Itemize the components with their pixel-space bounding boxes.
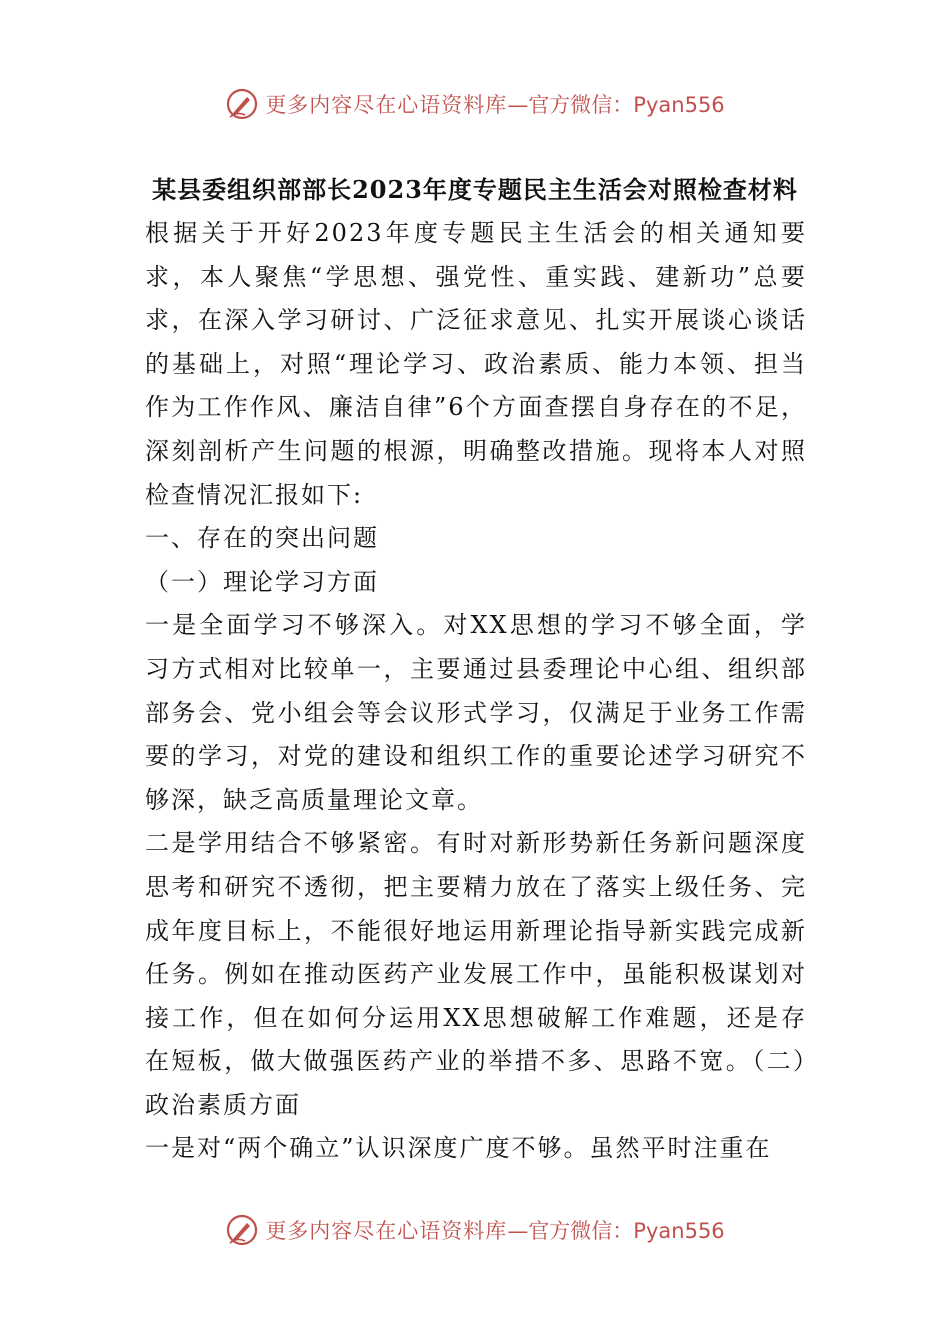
body-paragraph: 二是学用结合不够紧密。有时对新形势新任务新问题深度思考和研究不透彻，把主要精力放在了落实上级任务、完成年度目标上，不能很好地运用新理论指导新实践完成新任务。例如在推动医药产业发展工作中，虽能积极谋划对接工作，但在如何分运用XX思想破解工作难题，还是存在短板，做大做强医药产业的举措不多、思路不宽。（二）政治素质方面 (145, 829, 807, 1119)
watermark-text: 更多内容尽在心语资料库 (265, 93, 508, 117)
intro-paragraph: 根据关于开好2023年度专题民主生活会的相关通知要求，本人聚焦“学思想、强党性、重实践、建新功”总要求，在深入学习研讨、广泛征求意见、扎实开展谈心谈话的基础上，对照“理论学习、政治素质、能力本领、担当作为工作作风、廉洁自律”6个方面查摆自身存在的不足，深刻剖析产生问题的根源，明确整改措施。现将本人对照检查情况汇报如下: (145, 219, 807, 509)
section-heading: 一、存在的突出问题 (145, 524, 379, 553)
watermark-text: 更多内容尽在心语资料库 (265, 1219, 508, 1243)
watermark-contact: —官方微信：Pyan556 (507, 1219, 725, 1243)
pen-logo-icon (225, 87, 259, 121)
subsection-heading: （一）理论学习方面 (145, 567, 379, 596)
header-watermark-banner (0, 84, 950, 124)
watermark-contact: —官方微信：Pyan556 (507, 93, 725, 117)
body-paragraph: 一是对“两个确立”认识深度广度不够。虽然平时注重在 (145, 1134, 772, 1163)
document-title: 某县委组织部部长2023年度专题民主生活会对照检查材料 (152, 175, 798, 204)
document-body (145, 212, 807, 1171)
footer-watermark-banner (0, 1210, 950, 1250)
pen-logo-icon (225, 1213, 259, 1247)
body-paragraph: 一是全面学习不够深入。对XX思想的学习不够全面，学习方式相对比较单一，主要通过县委理论中心组、组织部部务会、党小组会等会议形式学习，仅满足于业务工作需要的学习，对党的建设和组织工作的重要论述学习研究不够深，缺乏高质量理论文章。 (145, 611, 807, 814)
